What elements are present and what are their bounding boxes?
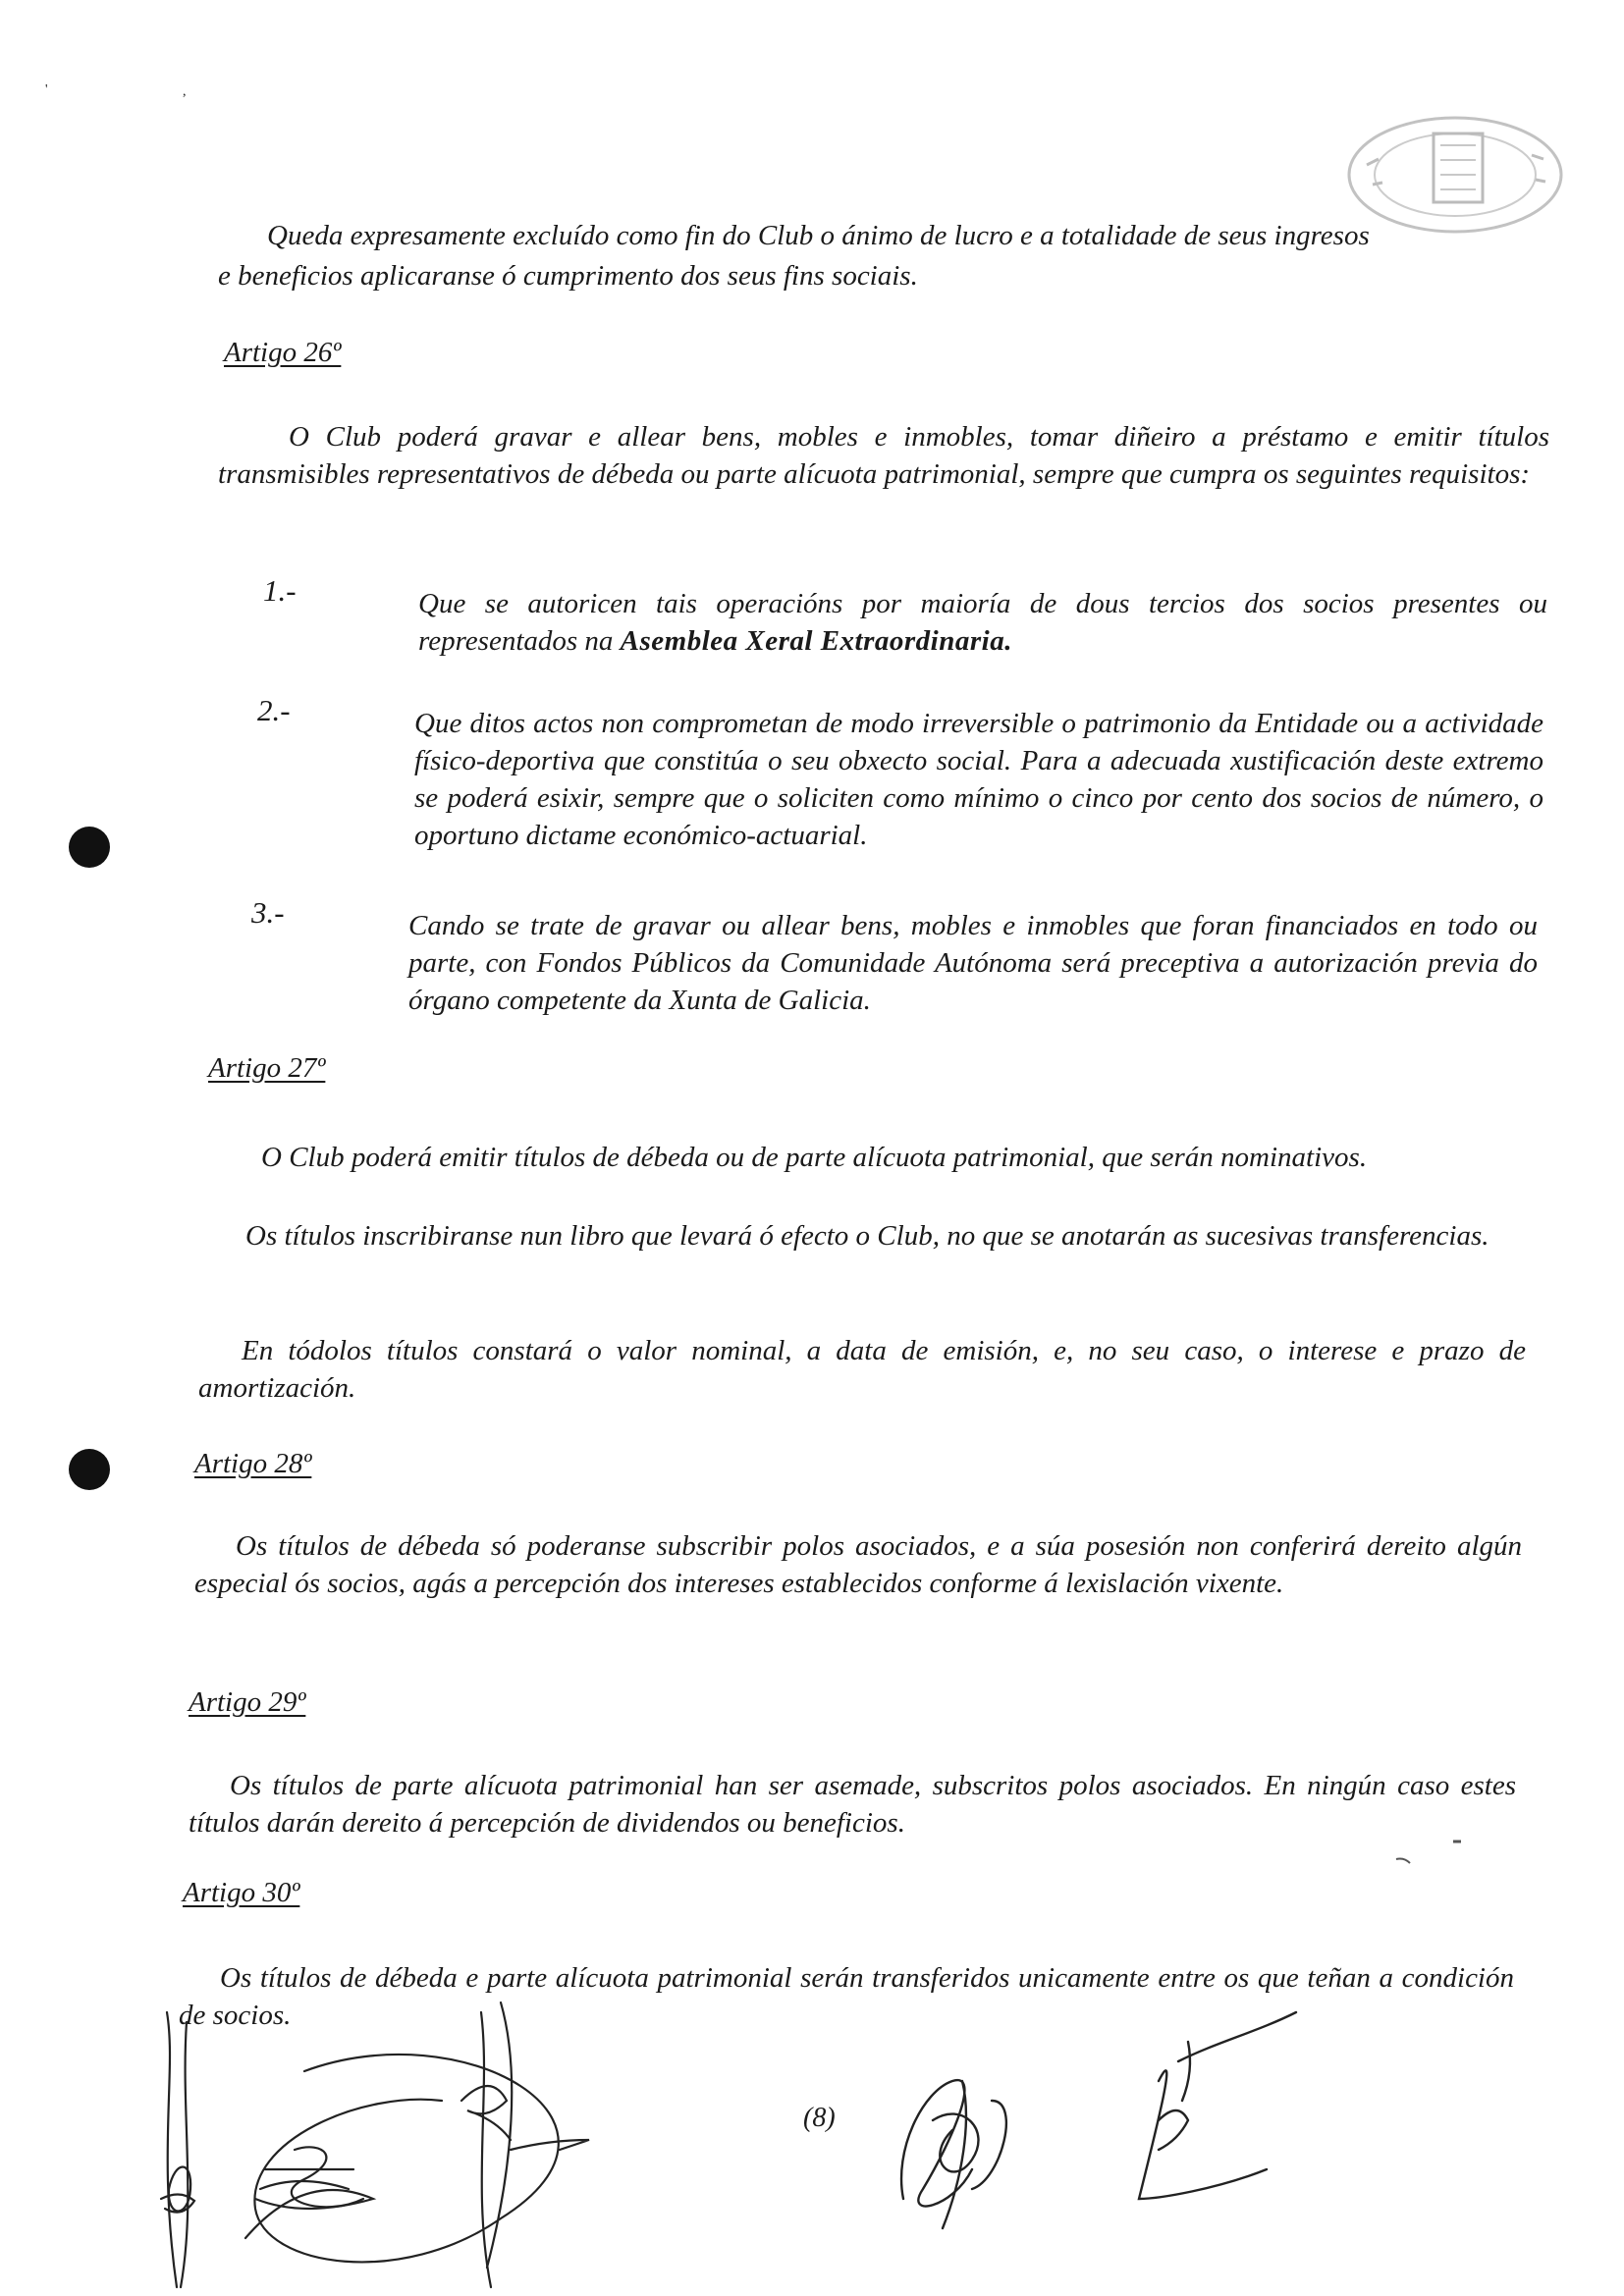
page-number: (8): [803, 2103, 836, 2133]
item-2-number: 2.-: [257, 693, 291, 727]
article-29-heading: Artigo 29º: [189, 1686, 306, 1718]
intro-line-1: Queda expresamente excluído como fin do Club o ánimo de lucro e a totalidade de seus ingresos: [267, 220, 1370, 251]
signature-right-icon: [864, 2002, 1316, 2258]
article-29-paragraph: Os títulos de parte alícuota patrimonial han ser asemade, subscritos polos asociados. En ningún caso estes títulos darán dereito á percepción de dividendos ou beneficios.: [189, 1770, 1516, 1839]
scan-mark: ': [45, 82, 48, 97]
article-27-paragraph-2: Os títulos inscribiranse nun libro que levará ó efecto o Club, no que se anotarán as sucesivas transferencias.: [245, 1220, 1489, 1252]
item-1-number: 1.-: [263, 573, 297, 608]
article-28-heading: Artigo 28º: [194, 1448, 312, 1479]
scan-mark: ,: [183, 84, 187, 99]
article-30-heading: Artigo 30º: [183, 1877, 300, 1908]
article-26-paragraph: O Club poderá gravar e allear bens, mobles e inmobles, tomar diñeiro a préstamo e emitir títulos transmisibles representativos de débeda ou parte alícuota patrimonial, sempre que cumpra os seguintes requisitos:: [218, 421, 1549, 490]
scan-mark: [1394, 1832, 1473, 1871]
item-3-number: 3.-: [251, 895, 285, 930]
item-1-bold-phrase: Asemblea Xeral Extraordinaria.: [620, 625, 1012, 657]
punch-hole: [69, 1449, 110, 1490]
article-28-paragraph: Os títulos de débeda só poderanse subscribir polos asociados, e a súa posesión non conferirá dereito algún especial ós socios, agás a percepción dos intereses establecidos conforme á lexislación vixente.: [194, 1530, 1522, 1599]
intro-line-2: e beneficios aplicaranse ó cumprimento dos seus fins sociais.: [218, 260, 918, 292]
item-1-text: Que se autoricen tais operacións por maioría de dous tercios dos socios presentes ou representados na Asemblea Xeral Extraordinaria.: [418, 588, 1547, 657]
article-27-heading: Artigo 27º: [208, 1052, 326, 1084]
punch-hole: [69, 827, 110, 868]
signature-left-icon: [147, 1993, 658, 2296]
item-3-text: Cando se trate de gravar ou allear bens, mobles e inmobles que foran financiados en todo ou parte, con Fondos Públicos da Comunidade Autónoma será preceptiva a autorización previa do órgano competente da Xunta de Galicia.: [408, 910, 1538, 1016]
article-30-paragraph: Os títulos de débeda e parte alícuota patrimonial serán transferidos unicamente entre os que teñan a condición de socios.: [179, 1962, 1514, 2031]
item-2-text: Que ditos actos non comprometan de modo irreversible o patrimonio da Entidade ou a actividade físico-deportiva que constitúa o seu obxecto social. Para a adecuada xustificación deste extremo se poderá esixir, sempre que o soliciten como mínimo o cinco por cento dos socios de número, o oportuno dictame económico-actuarial.: [414, 708, 1543, 851]
stamp-seal-icon: [1347, 106, 1573, 234]
article-27-paragraph-3: En tódolos títulos constará o valor nominal, a data de emisión, e, no seu caso, o interese e prazo de amortización.: [198, 1335, 1526, 1404]
article-26-heading: Artigo 26º: [224, 337, 342, 368]
article-27-paragraph-1: O Club poderá emitir títulos de débeda ou de parte alícuota patrimonial, que serán nominativos.: [261, 1142, 1368, 1173]
